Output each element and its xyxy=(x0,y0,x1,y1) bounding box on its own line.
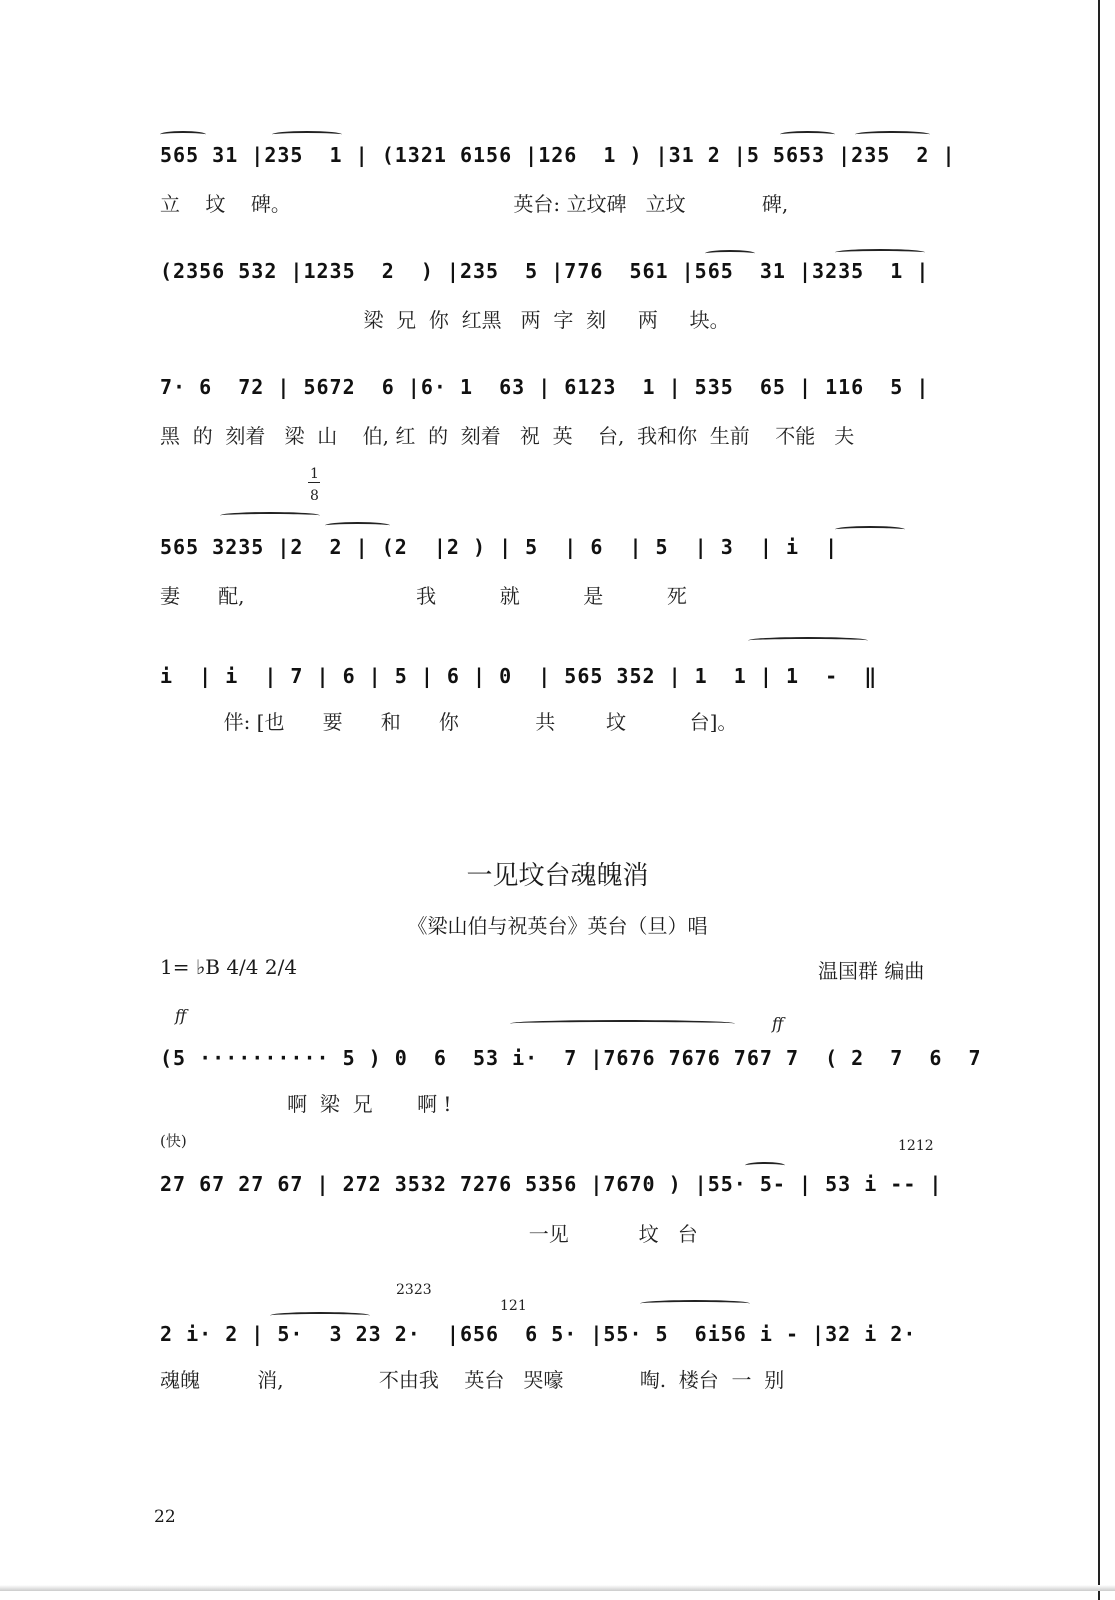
notation-line-2: (2356 532 |1235 2 ) |235 5 |776 561 |565 31 |3235 1 | xyxy=(160,259,930,283)
slur xyxy=(855,131,930,138)
page-edge xyxy=(1098,0,1100,1600)
notation-line-8: 2 i· 2 | 5· 3 23 2· |656 6 5· |55· 5 6i56 i - |32 i 2· xyxy=(160,1322,917,1346)
notation-line-4: 565 3235 |2 2 | (2 |2 ) | 5 | 6 | 5 | 3 | i | xyxy=(160,535,839,559)
lyrics-line-4: 妻 配, 我 就 是 死 xyxy=(160,584,687,608)
lyrics-line-8: 魂魄 消, 不由我 英台 哭嚎 啕. 楼台 一 别 xyxy=(160,1368,785,1392)
lyrics-line-7: 一见 坟 台 xyxy=(160,1222,698,1246)
notation-line-6: (5 ·········· 5 ) 0 6 53 i· 7 |7676 7676 767 7 ( 2 7 6 7 xyxy=(160,1046,982,1070)
fraction-bar xyxy=(308,482,320,483)
song-subtitle: 《梁山伯与祝英台》英台（旦）唱 xyxy=(407,914,708,938)
slur xyxy=(270,1312,370,1319)
slur xyxy=(510,1020,735,1027)
dynamics-marking: ff xyxy=(175,1006,187,1025)
slur xyxy=(835,526,905,533)
lyrics-line-5: 伴: [也 要 和 你 共 坟 台]。 xyxy=(160,710,738,734)
slur xyxy=(220,512,320,519)
slur xyxy=(325,522,390,529)
slur xyxy=(640,1300,750,1307)
tempo-marking: (快) xyxy=(160,1132,187,1150)
notation-line-3: 7· 6 72 | 5672 6 |6· 1 63 | 6123 1 | 535 65 | 116 5 | xyxy=(160,375,930,399)
slur xyxy=(748,637,868,644)
lyrics-line-3: 黑 的 刻着 梁 山 伯, 红 的 刻着 祝 英 台, 我和你 生前 不能 夫 xyxy=(160,424,855,448)
lyrics-line-6: 啊 梁 兄 啊 ! xyxy=(160,1092,452,1116)
slur xyxy=(780,131,835,138)
fraction-top: 1 xyxy=(310,466,319,482)
lyrics-line-2: 梁 兄 你 红黑 两 字 刻 两 块。 xyxy=(160,308,730,332)
notation-line-1: 565 31 |235 1 | (1321 6156 |126 1 ) |31 2 |5 5653 |235 2 | xyxy=(160,143,956,167)
lyrics-line-1: 立 坟 碑。 英台: 立坟碑 立坟 碑, xyxy=(160,192,789,216)
notation-line-7: 27 67 27 67 | 272 3532 7276 5356 |7670 ) |55· 5- | 53 i -- | xyxy=(160,1172,943,1196)
song-title: 一见坟台魂魄消 xyxy=(466,861,649,891)
page-number: 22 xyxy=(154,1507,176,1527)
grace-notes: 1212 xyxy=(898,1138,934,1154)
slur xyxy=(160,131,206,138)
scan-shadow xyxy=(0,1585,1115,1591)
notation-line-5: i | i | 7 | 6 | 5 | 6 | 0 | 565 352 | 1 1 | 1 - ‖ xyxy=(160,664,878,688)
grace-notes: 2323 xyxy=(396,1282,432,1298)
composer-credit: 温国群 编曲 xyxy=(818,959,925,983)
slur xyxy=(745,1162,785,1169)
key-signature: 1= ♭B 4/4 2/4 xyxy=(160,955,298,979)
dynamics-marking: ff xyxy=(772,1014,784,1033)
slur xyxy=(705,250,755,257)
slur xyxy=(272,131,342,138)
fraction-bottom: 8 xyxy=(310,488,319,504)
grace-notes: 121 xyxy=(500,1298,527,1314)
slur xyxy=(835,249,925,256)
